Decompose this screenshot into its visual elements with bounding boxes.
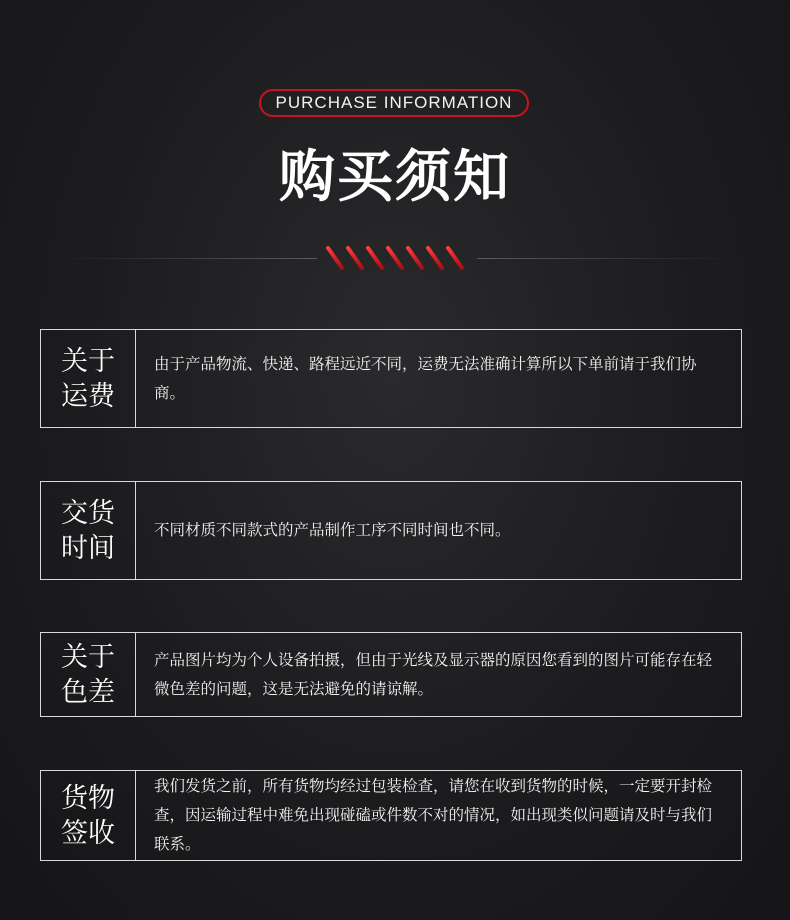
section-label-line2: 时间 bbox=[61, 532, 115, 564]
section-label-line2: 色差 bbox=[61, 676, 115, 708]
section-label-line2: 运费 bbox=[61, 380, 115, 412]
badge-text: PURCHASE INFORMATION bbox=[275, 93, 513, 112]
section-text bbox=[136, 330, 741, 427]
section-label-line1: 交货 bbox=[61, 497, 115, 529]
section-label-line2: 签收 bbox=[61, 817, 115, 849]
section-text bbox=[136, 633, 741, 716]
section-body: 不同材质不同款式的产品制作工序不同时间也不同。 bbox=[154, 521, 511, 539]
section-label-line1: 关于 bbox=[61, 345, 115, 377]
section-shipping-fee bbox=[40, 329, 742, 428]
red-stripes-icon bbox=[322, 242, 472, 274]
section-text bbox=[136, 771, 741, 860]
section-label bbox=[41, 771, 136, 860]
section-label bbox=[41, 482, 136, 579]
divider-line-left bbox=[52, 258, 317, 259]
section-body: 我们发货之前，所有货物均经过包装检查，请您在收到货物的时候，一定要开封检查，因运输过程中难免出现碰磕或件数不对的情况，如出现类似问题请及时与我们联系。 bbox=[154, 777, 713, 853]
section-color-difference bbox=[40, 632, 742, 717]
purchase-information-badge bbox=[259, 89, 529, 117]
section-label-line1: 货物 bbox=[61, 782, 115, 814]
section-text bbox=[136, 482, 741, 579]
page-title: 购买须知 bbox=[279, 145, 511, 210]
section-goods-receipt bbox=[40, 770, 742, 861]
section-label-line1: 关于 bbox=[61, 641, 115, 673]
section-body: 产品图片均为个人设备拍摄，但由于光线及显示器的原因您看到的图片可能存在轻微色差的问题，这是无法避免的请谅解。 bbox=[154, 650, 713, 698]
divider-line-right bbox=[477, 258, 742, 259]
section-body: 由于产品物流、快递、路程远近不同，运费无法准确计算所以下单前请于我们协商。 bbox=[154, 354, 697, 402]
section-delivery-time bbox=[40, 481, 742, 580]
section-label bbox=[41, 330, 136, 427]
decorative-divider bbox=[52, 240, 742, 276]
section-label bbox=[41, 633, 136, 716]
